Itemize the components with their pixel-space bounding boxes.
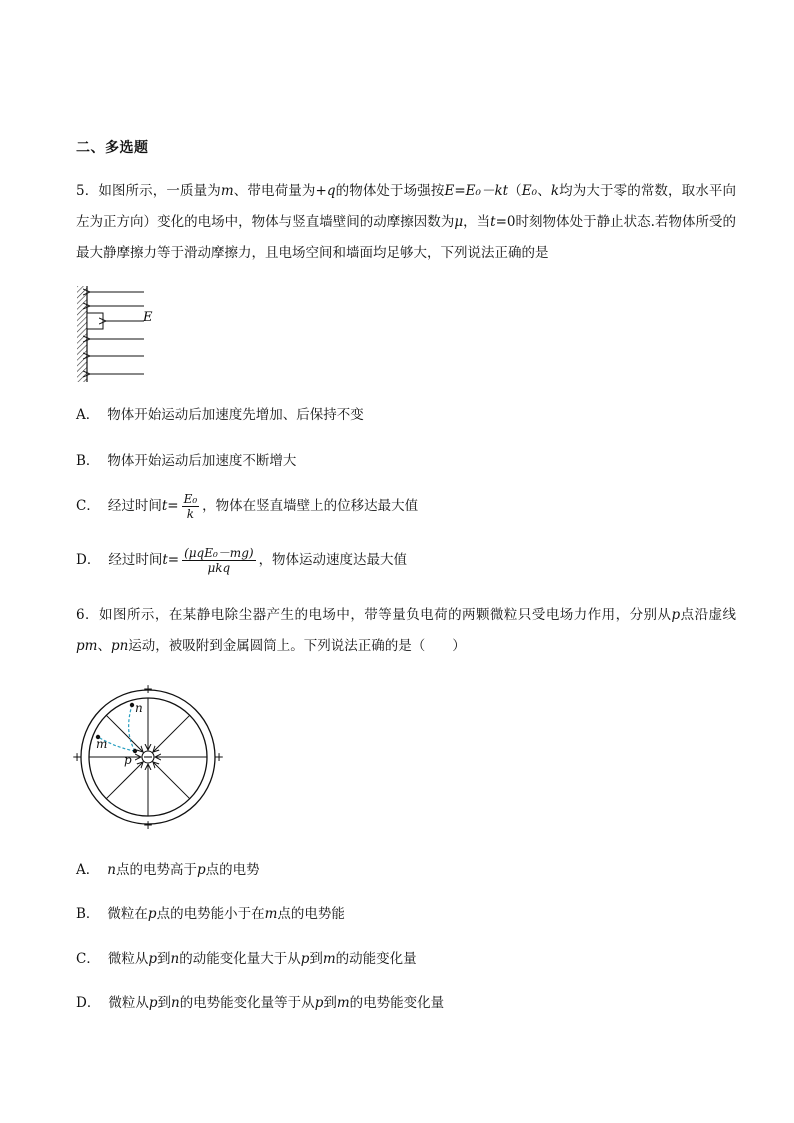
- q6-option-a[interactable]: A． n点的电势高于p点的电势: [76, 862, 260, 878]
- q5-formula: E=E₀－kt: [444, 183, 509, 199]
- plus-top: +: [142, 682, 154, 696]
- wall: [77, 286, 87, 382]
- plus-left: +: [72, 750, 83, 764]
- q5-option-b[interactable]: B． 物体开始运动后加速度不断增大: [76, 453, 297, 469]
- section-title: 二、多选题: [76, 140, 149, 156]
- field-label: E: [143, 310, 153, 325]
- label-m: m: [96, 737, 108, 751]
- q5-figure: [70, 282, 170, 386]
- q5-option-c[interactable]: C． 经过时间t= $\frac{\text{E₀}}{k}$ ，物体在竖直墙壁上的位移达最大值: [76, 492, 419, 521]
- q6-stem: 6．如图所示，在某静电除尘器产生的电场中，带等量负电荷的两颗微粒只受电场力作用，分别从p点沿虚线pm、pn运动，被吸附到金属圆筒上。下列说法正确的是（ ）: [76, 607, 737, 654]
- q5-option-a[interactable]: A． 物体开始运动后加速度先增加、后保持不变: [76, 407, 364, 423]
- q6-number: 6．: [76, 607, 100, 623]
- point-n: [130, 703, 134, 707]
- fraction-e0-over-k: $\frac{\text{E₀}}{k}$: [183, 492, 198, 521]
- q6-figure: [72, 682, 224, 832]
- label-p: p: [124, 753, 132, 767]
- fraction-time-expression: $\frac{\text{(μqE₀－mg)}}{\text{μkq}}$: [184, 546, 254, 575]
- label-n: n: [135, 701, 143, 715]
- point-p: [133, 749, 137, 753]
- q6-option-d[interactable]: D． 微粒从p到n的电势能变化量等于从p到m的电势能变化量: [76, 995, 445, 1011]
- q5-option-d[interactable]: D． 经过时间t= $\frac{\text{(μqE₀－mg)}}{\text{μkq}}$ ，物体运动速度达最大值: [76, 546, 408, 575]
- q6-option-c[interactable]: C． 微粒从p到n的动能变化量大于从p到m的动能变化量: [76, 951, 417, 967]
- q5-stem: 5．如图所示，一质量为m、带电荷量为+q的物体处于场强按E=E₀－kt（E₀、k均为大于零的常数，取水平向左为正方向）变化的电场中，物体与竖直墙壁间的动摩擦因数为μ，当t=0时刻物体处于静止状态.若物体所受的最大静摩擦力等于滑动摩擦力，且电场空间和墙面均足够大，下列说法正确的是: [76, 183, 737, 261]
- charged-block: [87, 313, 103, 329]
- q5-number: 5．: [76, 183, 99, 199]
- field-lines: [90, 292, 144, 374]
- plus-right: +: [213, 750, 224, 764]
- plus-bottom: +: [142, 818, 154, 832]
- q6-option-b[interactable]: B． 微粒在p点的电势能小于在m点的电势能: [76, 906, 345, 922]
